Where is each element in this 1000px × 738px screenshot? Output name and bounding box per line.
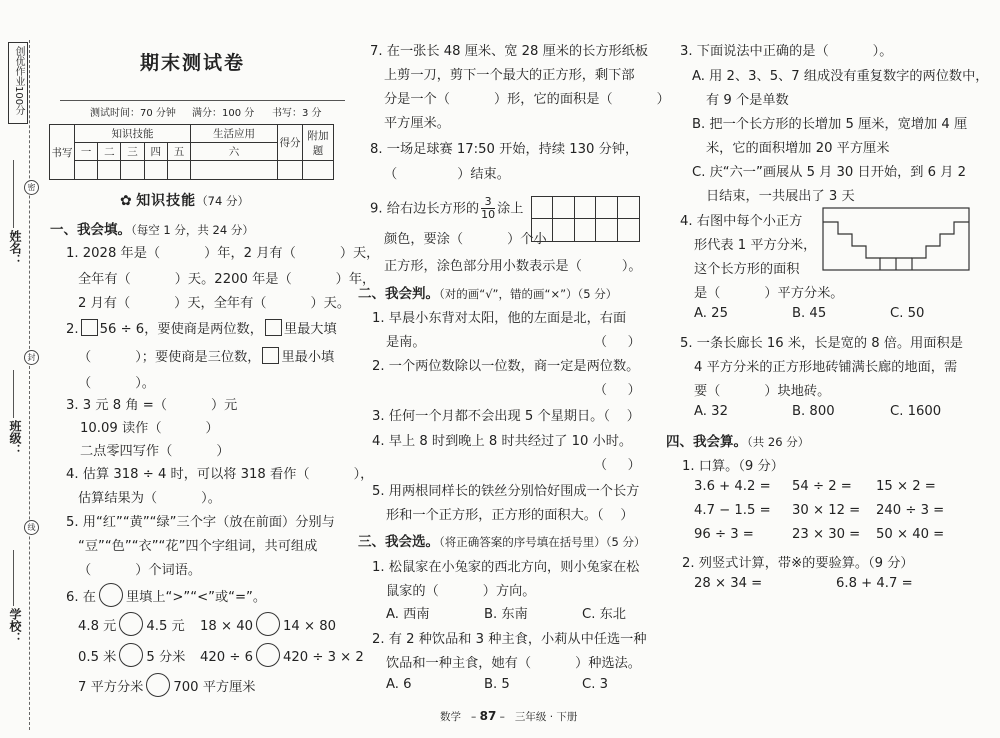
- oral-2: 54 ÷ 2 =: [792, 479, 852, 494]
- s3-q1-opt-a[interactable]: A. 西南: [386, 607, 430, 622]
- grid-cell[interactable]: [532, 219, 553, 241]
- compare-circle[interactable]: [119, 643, 143, 667]
- s3-q4-line3: 这个长方形的面积: [694, 262, 800, 277]
- score-cell[interactable]: [191, 161, 278, 180]
- s3-q1-line2: 鼠家的（ ）方向。: [386, 584, 536, 599]
- s2-answer-1[interactable]: （ ）: [594, 335, 641, 350]
- s3-q4-opt-a[interactable]: A. 25: [694, 306, 728, 321]
- s3-q2-opt-c[interactable]: C. 3: [582, 677, 608, 692]
- test-time: 测试时间：70 分钟: [90, 108, 176, 119]
- col-score: 得分: [278, 125, 303, 161]
- seal-mark-2: 封: [24, 350, 39, 365]
- s1-q3-line3: 二点零四写作（ ）: [80, 444, 230, 459]
- page-title: 期末测试卷: [140, 52, 246, 74]
- score-cell[interactable]: [144, 161, 167, 180]
- score-cell[interactable]: [303, 161, 334, 180]
- sub-6: 六: [191, 143, 278, 161]
- s2-item-5a: 5. 用两根同样长的铁丝分别恰好围成一个长方: [372, 484, 640, 499]
- seal-mark-1: 密: [24, 180, 39, 195]
- grid-cell[interactable]: [553, 197, 574, 219]
- s1-q6-item-1: 4.8 元 4.5 元: [78, 612, 185, 636]
- page-footer: 数学 – 87 – 三年级 · 下册: [440, 709, 578, 723]
- s1-q4-line2: 估算结果为（ ）。: [78, 491, 221, 506]
- compare-circle[interactable]: [146, 673, 170, 697]
- s1-q2-line1: 2. 56 ÷ 6，要使商是两位数， 里最大填: [66, 318, 337, 337]
- s2-answer-2[interactable]: （ ）: [594, 383, 641, 398]
- s3-q5-opt-c[interactable]: C. 1600: [890, 404, 942, 419]
- q7-line2: 上剪一刀，剪下一个最大的正方形，剩下部: [384, 68, 635, 83]
- s2-answer-4[interactable]: （ ）: [594, 458, 641, 473]
- footer-grade: 三年级 · 下册: [514, 711, 578, 723]
- s3-q1-opt-b[interactable]: B. 东南: [484, 607, 528, 622]
- compare-circle[interactable]: [119, 612, 143, 636]
- s3-q2-opt-b[interactable]: B. 5: [484, 677, 510, 692]
- score-table: [49, 124, 334, 180]
- s3-q3-line1: 3. 下面说法中正确的是（ ）。: [680, 44, 893, 59]
- sub-5: 五: [167, 143, 190, 161]
- s3-q2-line1: 2. 有 2 种饮品和 3 种主食，小莉从中任选一种: [372, 632, 647, 647]
- oral-5: 30 × 12 =: [792, 503, 861, 518]
- seal-mark-3: 线: [24, 520, 39, 535]
- name-label: 姓名：: [8, 230, 22, 266]
- s4-q1-title: 1. 口算。（9 分）: [682, 459, 784, 474]
- grid-cell[interactable]: [618, 197, 639, 219]
- compare-circle[interactable]: [256, 643, 280, 667]
- brand-box: [8, 42, 28, 124]
- sub-1: 一: [75, 143, 98, 161]
- footer-page-number: 87: [479, 709, 497, 723]
- group-knowledge: 知识技能: [75, 125, 191, 143]
- class-field[interactable]: [13, 370, 14, 418]
- s3-q2-line2: 饮品和一种主食，她有（ ）种选法。: [386, 656, 641, 671]
- answer-box[interactable]: [81, 319, 98, 336]
- col-bonus: 附加题: [303, 125, 334, 161]
- s3-q5-line1: 5. 一条长廊长 16 米，长是宽的 8 倍。用面积是: [680, 336, 963, 351]
- class-label: 班级：: [8, 420, 22, 456]
- grid-cell[interactable]: [596, 219, 617, 241]
- header-rule: [60, 100, 345, 101]
- sub-2: 二: [98, 143, 121, 161]
- section-title-points: （74 分）: [196, 194, 249, 208]
- score-cell[interactable]: [75, 161, 98, 180]
- score-cell[interactable]: [121, 161, 144, 180]
- s1-q1-line3: 2 月有（ ）天，全年有（ ）天。: [78, 296, 351, 311]
- s1-q6-item-2: 18 × 40 14 × 80: [200, 612, 336, 636]
- s2-item-1a: 1. 早晨小东背对太阳，他的左面是北，右面: [372, 311, 627, 326]
- answer-box[interactable]: [265, 319, 282, 336]
- oral-7: 96 ÷ 3 =: [694, 527, 754, 542]
- s3-q5-line2: 4 平方分米的正方形地砖铺满长廊的地面，需: [694, 360, 958, 375]
- s4-heading: 四、我会算。（共 26 分）: [666, 434, 810, 450]
- sub-3: 三: [121, 143, 144, 161]
- section-title-text: 知识技能: [136, 193, 197, 209]
- s1-q6-lead: 6. 在 里填上“>”“<”或“=”。: [66, 583, 266, 607]
- s3-q5-opt-b[interactable]: B. 800: [792, 404, 835, 419]
- s1-q6-item-4: 420 ÷ 6 420 ÷ 3 × 2: [200, 643, 364, 667]
- compare-circle[interactable]: [256, 612, 280, 636]
- grid-cell[interactable]: [618, 219, 639, 241]
- s3-q4-line1: 4. 右图中每个小正方: [680, 214, 803, 229]
- s3-q1-line1: 1. 松鼠家在小兔家的西北方向，则小兔家在松: [372, 560, 640, 575]
- score-cell[interactable]: [167, 161, 190, 180]
- score-cell[interactable]: [278, 161, 303, 180]
- grid-cell[interactable]: [553, 219, 574, 241]
- s3-q2-opt-a[interactable]: A. 6: [386, 677, 412, 692]
- q8-line2: （ ）结束。: [384, 167, 510, 182]
- oral-6: 240 ÷ 3 =: [876, 503, 945, 518]
- s1-q2-line2: （ ）；要使商是三位数， 里最小填: [78, 346, 334, 365]
- school-label: 学校：: [8, 608, 22, 644]
- knowledge-section-title: [120, 190, 249, 210]
- grid-cell[interactable]: [575, 219, 596, 241]
- answer-box[interactable]: [262, 347, 279, 364]
- s3-q4-opt-b[interactable]: B. 45: [792, 306, 827, 321]
- q9-line3: 正方形，涂色部分用小数表示是（ ）。: [384, 259, 642, 274]
- s1-q6-item-5: 7 平方分米 700 平方厘米: [78, 673, 255, 697]
- school-field[interactable]: [13, 550, 14, 606]
- s1-q4-line1: 4. 估算 318 ÷ 4 时，可以将 318 看作（ ），: [66, 467, 374, 482]
- s2-item-1b: 是南。: [386, 335, 426, 350]
- s1-q6-item-3: 0.5 米 5 分米: [78, 643, 185, 667]
- s3-q5-line3: 要（ ）块地砖。: [694, 384, 831, 399]
- q8-line1: 8. 一场足球赛 17:50 开始，持续 130 分钟，: [370, 142, 639, 157]
- s3-q4-line2: 形代表 1 平方分米，: [694, 238, 817, 253]
- s2-item-5b: 形和一个正方形，正方形的面积大。（ ）: [386, 508, 634, 523]
- sub-4: 四: [144, 143, 167, 161]
- s1-q3-line1: 3. 3 元 8 角 =（ ）元: [66, 398, 238, 413]
- binding-strip: [0, 0, 40, 738]
- oral-9: 50 × 40 =: [876, 527, 945, 542]
- name-field[interactable]: [13, 160, 14, 228]
- vertical-1: 28 × 34 =: [694, 576, 763, 591]
- group-application: 生活应用: [191, 125, 278, 143]
- s3-q4-opt-c[interactable]: C. 50: [890, 306, 925, 321]
- col-writing: 书写: [50, 125, 75, 180]
- figure-steps-right: [912, 222, 969, 270]
- s1-q1-line1: 1. 2028 年是（ ）年，2 月有（ ）天，: [66, 246, 380, 261]
- oral-1: 3.6 + 4.2 =: [694, 479, 771, 494]
- s4-q2-title: 2. 列竖式计算，带※的要验算。（9 分）: [682, 556, 914, 571]
- s3-q3-opt-a2: 有 9 个是单数: [706, 93, 789, 108]
- s3-q4-line4: 是（ ）平方分米。: [694, 286, 844, 301]
- s3-q3-opt-b1[interactable]: B. 把一个长方形的长增加 5 厘米，宽增加 4 厘: [692, 117, 968, 132]
- s1-q2-line3: （ ）。: [78, 376, 155, 391]
- q7-line1: 7. 在一张长 48 厘米、宽 28 厘米的长方形纸板: [370, 44, 649, 59]
- s2-item-4: 4. 早上 8 时到晚上 8 时共经过了 10 小时。: [372, 434, 633, 449]
- s3-q1-opt-c[interactable]: C. 东北: [582, 607, 626, 622]
- s1-q1-line2: 全年有（ ）天。2200 年是（ ）年，: [78, 272, 376, 287]
- footer-subject: 数学: [440, 711, 461, 723]
- s1-q5-line1: 5. 用“红”“黄”“绿”三个字（放在前面）分别与: [66, 515, 335, 530]
- q7-line3: 分是一个（ ）形，它的面积是（ ）: [384, 92, 670, 107]
- s1-q5-line2: “豆”“色”“衣”“花”四个字组词，共可组成: [78, 539, 318, 554]
- grid-cell[interactable]: [575, 197, 596, 219]
- s3-q3-opt-a1[interactable]: A. 用 2、3、5、7 组成没有重复数字的两位数中，: [692, 69, 989, 84]
- compare-circle[interactable]: [99, 583, 123, 607]
- s3-q3-opt-c1[interactable]: C. 庆“六一”画展从 5 月 30 日开始，到 6 月 2: [692, 165, 966, 180]
- s2-item-2: 2. 一个两位数除以一位数，商一定是两位数。: [372, 359, 640, 374]
- oral-3: 15 × 2 =: [876, 479, 936, 494]
- vertical-2: 6.8 + 4.7 =: [836, 576, 913, 591]
- q9-line2: 颜色，要涂（ ）个小: [384, 232, 547, 247]
- q9-line1: 9. 给右边长方形的 $\frac{3}{10}$ 涂上: [370, 195, 524, 221]
- grid-cell[interactable]: [596, 197, 617, 219]
- oral-4: 4.7 − 1.5 =: [694, 503, 771, 518]
- writing-score: 书写：3 分: [272, 108, 322, 119]
- score-cell[interactable]: [98, 161, 121, 180]
- s3-heading: 三、我会选。（将正确答案的序号填在括号里）（5 分）: [358, 534, 646, 550]
- brand-text: 创优作业100分: [13, 46, 24, 116]
- s2-item-3: 3. 任何一个月都不会出现 5 个星期日。（ ）: [372, 409, 640, 424]
- s1-q5-line3: （ ）个词语。: [78, 563, 202, 578]
- full-score: 满分：100 分: [192, 108, 255, 119]
- s3-q3-opt-c2: 日结束，一共展出了 3 天: [706, 189, 855, 204]
- q4-rectangle-figure: [822, 207, 972, 273]
- s3-q5-opt-a[interactable]: A. 32: [694, 404, 728, 419]
- s2-heading: 二、我会判。（对的画“√”，错的画“×”）（5 分）: [358, 286, 618, 302]
- q9-grid: [531, 196, 640, 242]
- figure-steps-left: [823, 222, 880, 270]
- grid-cell[interactable]: [532, 197, 553, 219]
- s3-q3-opt-b2: 米，它的面积增加 20 平方厘米: [706, 141, 890, 156]
- q7-line4: 平方厘米。: [384, 116, 450, 131]
- seal-line: [29, 40, 30, 730]
- s1-heading: 一、我会填。（每空 1 分，共 24 分）: [50, 222, 254, 238]
- flower-icon: ✿: [120, 193, 132, 209]
- s1-q3-line2: 10.09 读作（ ）: [80, 421, 219, 436]
- oral-8: 23 × 30 =: [792, 527, 861, 542]
